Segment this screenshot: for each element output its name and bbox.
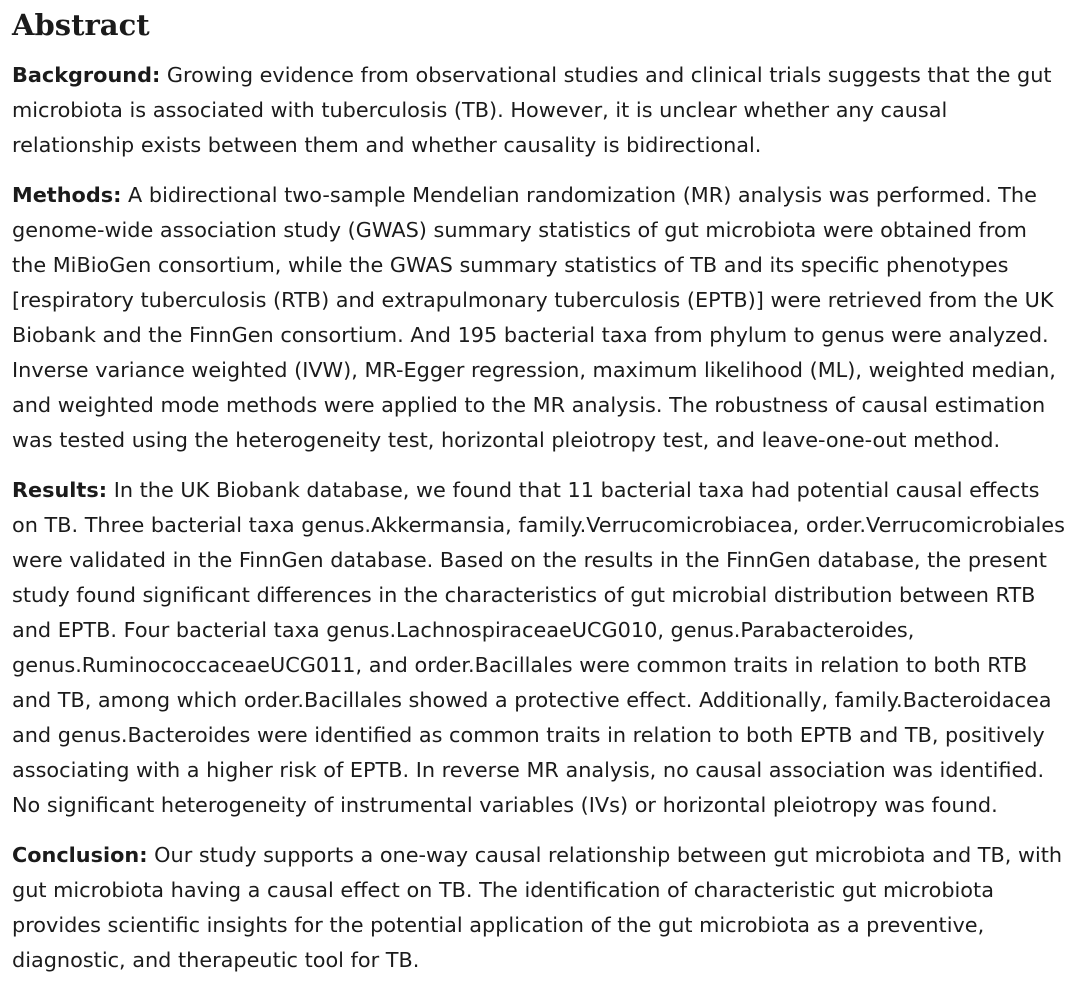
- background-text: Growing evidence from observational studies and clinical trials suggests that the gut microbiota is associated with tuberculosis (TB). However, it is unclear whether any causal relationship exists between them and whether causality is bidirectional.: [12, 63, 1052, 157]
- results-section: [12, 473, 1066, 823]
- methods-text: A bidirectional two-sample Mendelian randomization (MR) analysis was performed. The genome-wide association study (GWAS) summary statistics of gut microbiota were obtained from the MiBioGen consortium, while the GWAS summary statistics of TB and its specific phenotypes [respiratory tuberculosis (RTB) and extrapulmonary tuberculosis (EPTB)] were retrieved from the UK Biobank and the FinnGen consortium. And 195 bacterial taxa from phylum to genus were analyzed. Inverse variance weighted (IVW), MR-Egger regression, maximum likelihood (ML), weighted median, and weighted mode methods were applied to the MR analysis. The robustness of causal estimation was tested using the heterogeneity test, horizontal pleiotropy test, and leave-one-out method.: [12, 183, 1056, 452]
- background-section: [12, 58, 1066, 163]
- results-text: In the UK Biobank database, we found that 11 bacterial taxa had potential causal effects on TB. Three bacterial taxa genus.Akkermansia, family.Verrucomicrobiacea, order.Verrucomicrobiales were validated in the FinnGen database. Based on the results in the FinnGen database, the present study found significant differences in the characteristics of gut microbial distribution between RTB and EPTB. Four bacterial taxa genus.LachnospiraceaeUCG010, genus.Parabacteroides, genus.RuminococcaceaeUCG011, and order.Bacillales were common traits in relation to both RTB and TB, among which order.Bacillales showed a protective effect. Additionally, family.Bacteroidacea and genus.Bacteroides were identified as common traits in relation to both EPTB and TB, positively associating with a higher risk of EPTB. In reverse MR analysis, no causal association was identified. No significant heterogeneity of instrumental variables (IVs) or horizontal pleiotropy was found.: [12, 478, 1065, 817]
- abstract-heading: Abstract: [12, 8, 150, 42]
- methods-section: [12, 178, 1066, 458]
- methods-label: Methods:: [12, 183, 122, 207]
- conclusion-section: [12, 838, 1066, 978]
- results-label: Results:: [12, 478, 108, 502]
- conclusion-text: Our study supports a one-way causal relationship between gut microbiota and TB, with gut microbiota having a causal effect on TB. The identification of characteristic gut microbiota provides scientific insights for the potential application of the gut microbiota as a preventive, diagnostic, and therapeutic tool for TB.: [12, 843, 1063, 972]
- background-label: Background:: [12, 63, 161, 87]
- conclusion-label: Conclusion:: [12, 843, 148, 867]
